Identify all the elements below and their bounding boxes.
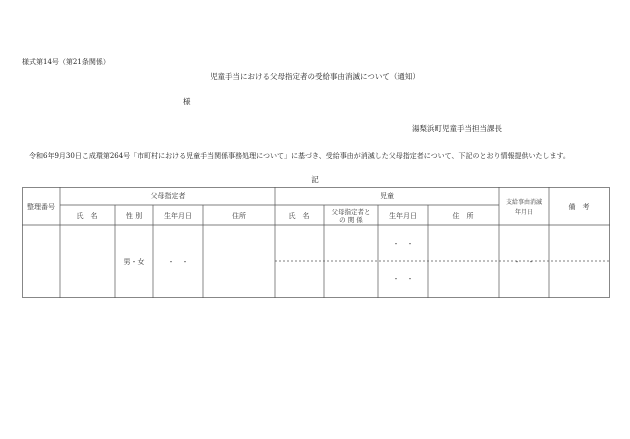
child-name-header: 氏 名 [288,212,310,220]
parent-birth-header: 生年月日 [164,212,192,220]
extinction-date-header-line1: 支給事由消滅 [505,199,543,206]
child-address-header: 住 所 [452,212,474,220]
extinction-date-value: ・ ・ [513,258,535,266]
sender-name: 湯梨浜町児童手当担当課長 [412,124,502,133]
parent-birth-value: ・ ・ [167,258,189,266]
document-title: 児童手当における父母指定者の受給事由消滅について（通知） [210,72,420,81]
relation-header-line2: の 関 係 [339,216,363,224]
parent-address-header: 住所 [232,212,246,220]
gender-value: 男・女 [123,258,145,266]
relation-header-line1: 父母指定者と [331,208,371,216]
remarks-header: 備 考 [568,203,590,211]
notice-body: 令和6年9月30日こ成環第264号「市町村における児童手当関係事務処理について」に基づき、受給事由が消滅した父母指定者について、下記のとおり情報提供いたします。 [29,152,570,160]
reg-number-header: 整理番号 [27,203,55,211]
notification-table [22,187,612,299]
ki-label: 記 [311,175,319,184]
child-birth-header: 生年月日 [389,212,417,220]
child-birth-value-2: ・ ・ [392,275,414,283]
form-number: 様式第14号（第21条関係） [22,58,110,66]
addressee-suffix: 様 [183,97,191,106]
child-birth-value-1: ・ ・ [392,240,414,248]
parent-name-header: 氏 名 [76,212,98,220]
parent-gender-header: 性 別 [125,212,143,220]
extinction-date-header-line2: 年月日 [514,209,534,216]
table-grid [22,187,612,299]
child-group-header: 児童 [380,192,394,200]
parent-group-header: 父母指定者 [150,192,186,200]
